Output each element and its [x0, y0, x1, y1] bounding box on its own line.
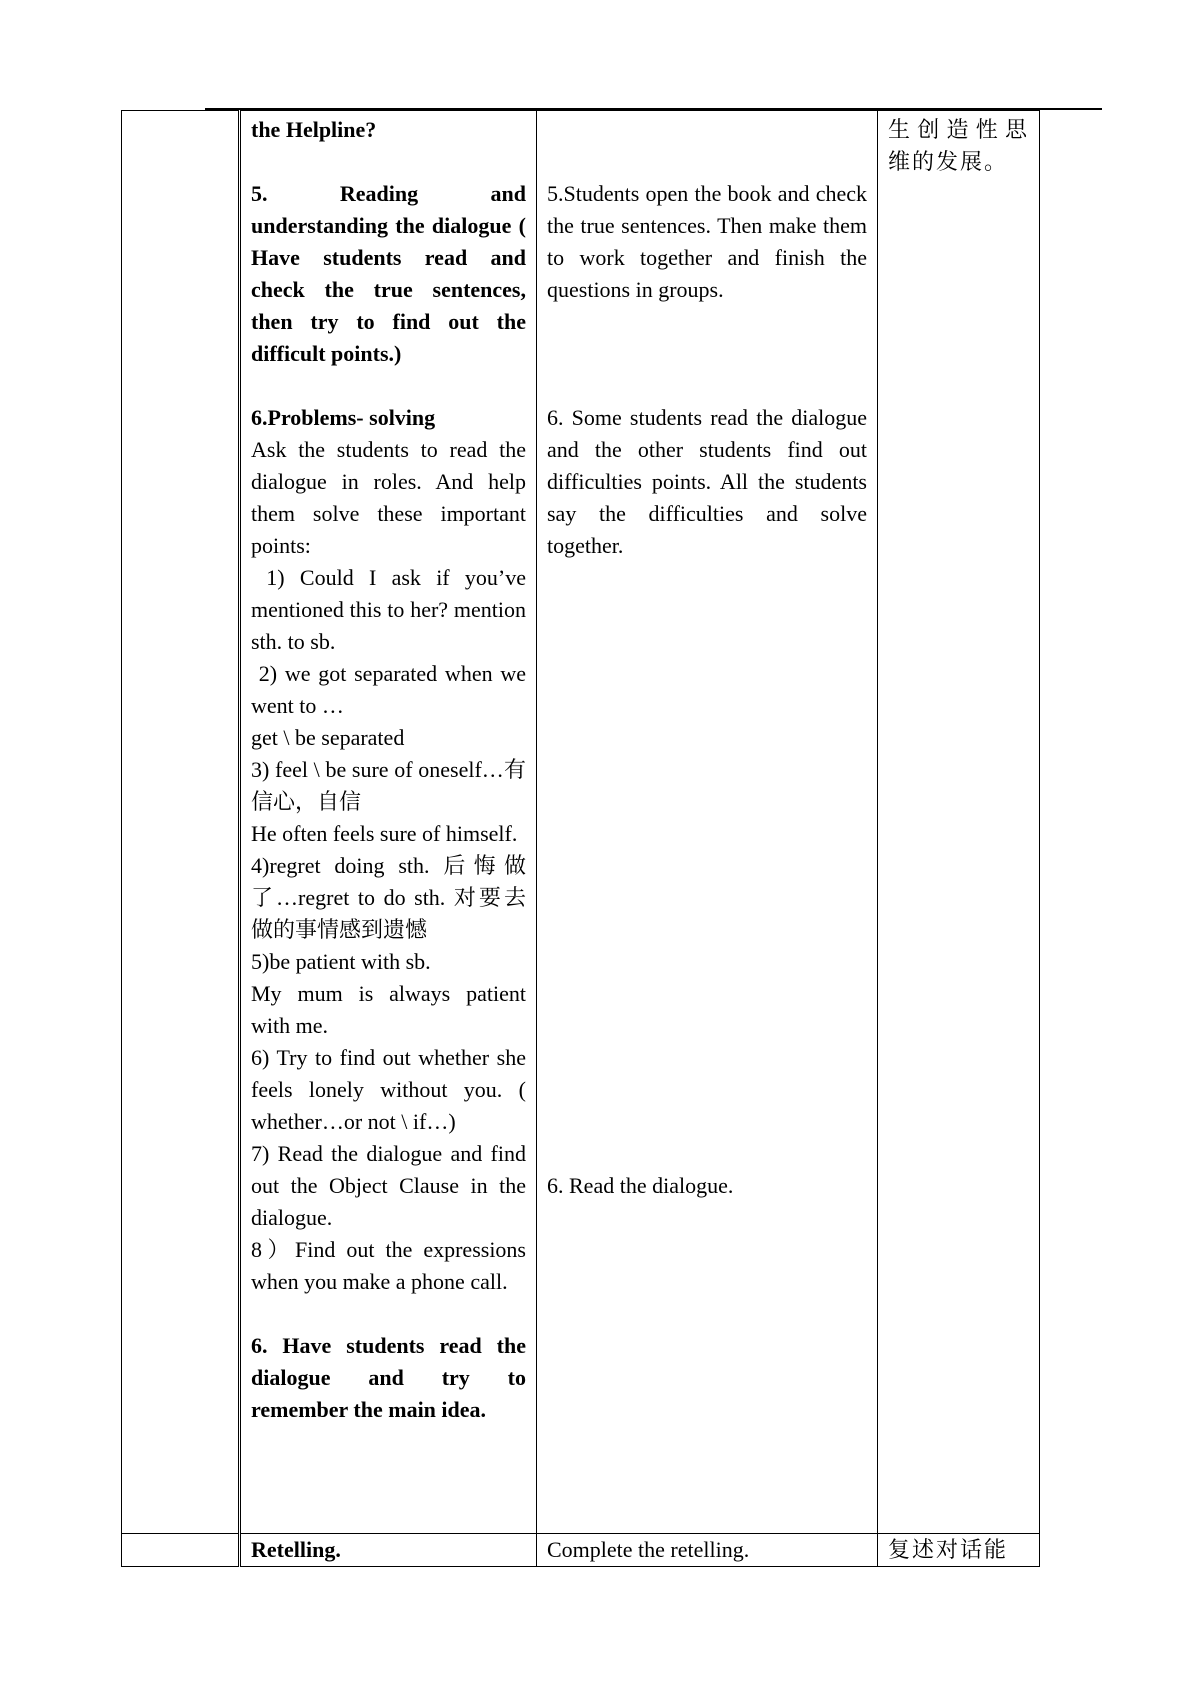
point-1: 1) Could I ask if you’ve mentioned this to her? mention sth. to sb. [251, 565, 532, 654]
point-5: 5)be patient with sb. [251, 949, 431, 974]
stage-cell [122, 111, 240, 1534]
table-row [122, 1534, 1040, 1567]
retelling-purpose: 复述对话能 [888, 1537, 1009, 1562]
step5-students: 5.Students open the book and check the true sentences. Then make them to work together and finish the questions in groups. [547, 181, 867, 302]
point-7: 7) Read the dialogue and find out the Object Clause in the dialogue. [251, 1141, 526, 1230]
point-4: 4)regret doing sth. 后悔做了…regret to do sth. 对要去做的事情感到遗憾 [251, 853, 526, 942]
purpose-cell [878, 111, 1040, 1534]
retelling-task: Complete the retelling. [547, 1537, 750, 1562]
step6-teacher-remember: 6. Have students read the dialogue and try to remember the main idea. [251, 1333, 526, 1422]
table-row [122, 111, 1040, 1534]
point-3-example: He often feels sure of himself. [251, 821, 518, 846]
helpline-question-tail: the Helpline? [251, 117, 377, 142]
point-3: 3) feel \ be sure of oneself…有信心，自信 [251, 757, 526, 814]
point-2-note: get \ be separated [251, 725, 405, 750]
step6-read-dialogue: 6. Read the dialogue. [547, 1173, 734, 1198]
stage-cell [122, 1534, 240, 1567]
point-2: 2) we got separated when we went to … [251, 661, 532, 718]
lesson-plan-table [121, 110, 1040, 1567]
teacher-activity-cell [240, 111, 537, 1534]
purpose-text: 生创造性思维的发展。 [888, 117, 1029, 174]
retelling-students-cell [537, 1534, 878, 1567]
step6-intro: Ask the students to read the dialogue in roles. And help them solve these important points: [251, 437, 526, 558]
retelling-cell [240, 1534, 537, 1567]
retelling-label: Retelling. [251, 1537, 341, 1562]
retelling-purpose-cell [878, 1534, 1040, 1567]
point-5-example: My mum is always patient with me. [251, 981, 526, 1038]
point-8: 8）Find out the expressions when you make a phone call. [251, 1237, 526, 1294]
step5-teacher: 5. Reading and understanding the dialogue ( Have students read and check the true sentences, then try to find out the difficult points.) [251, 181, 526, 366]
point-6: 6) Try to find out whether she feels lonely without you. ( whether…or not \ if…) [251, 1045, 526, 1134]
step6-students: 6. Some students read the dialogue and the other students find out difficulties points. All the students say the difficulties and solve together. [547, 405, 867, 558]
step6-title: 6.Problems- solving [251, 405, 436, 430]
student-activity-cell [537, 111, 878, 1534]
